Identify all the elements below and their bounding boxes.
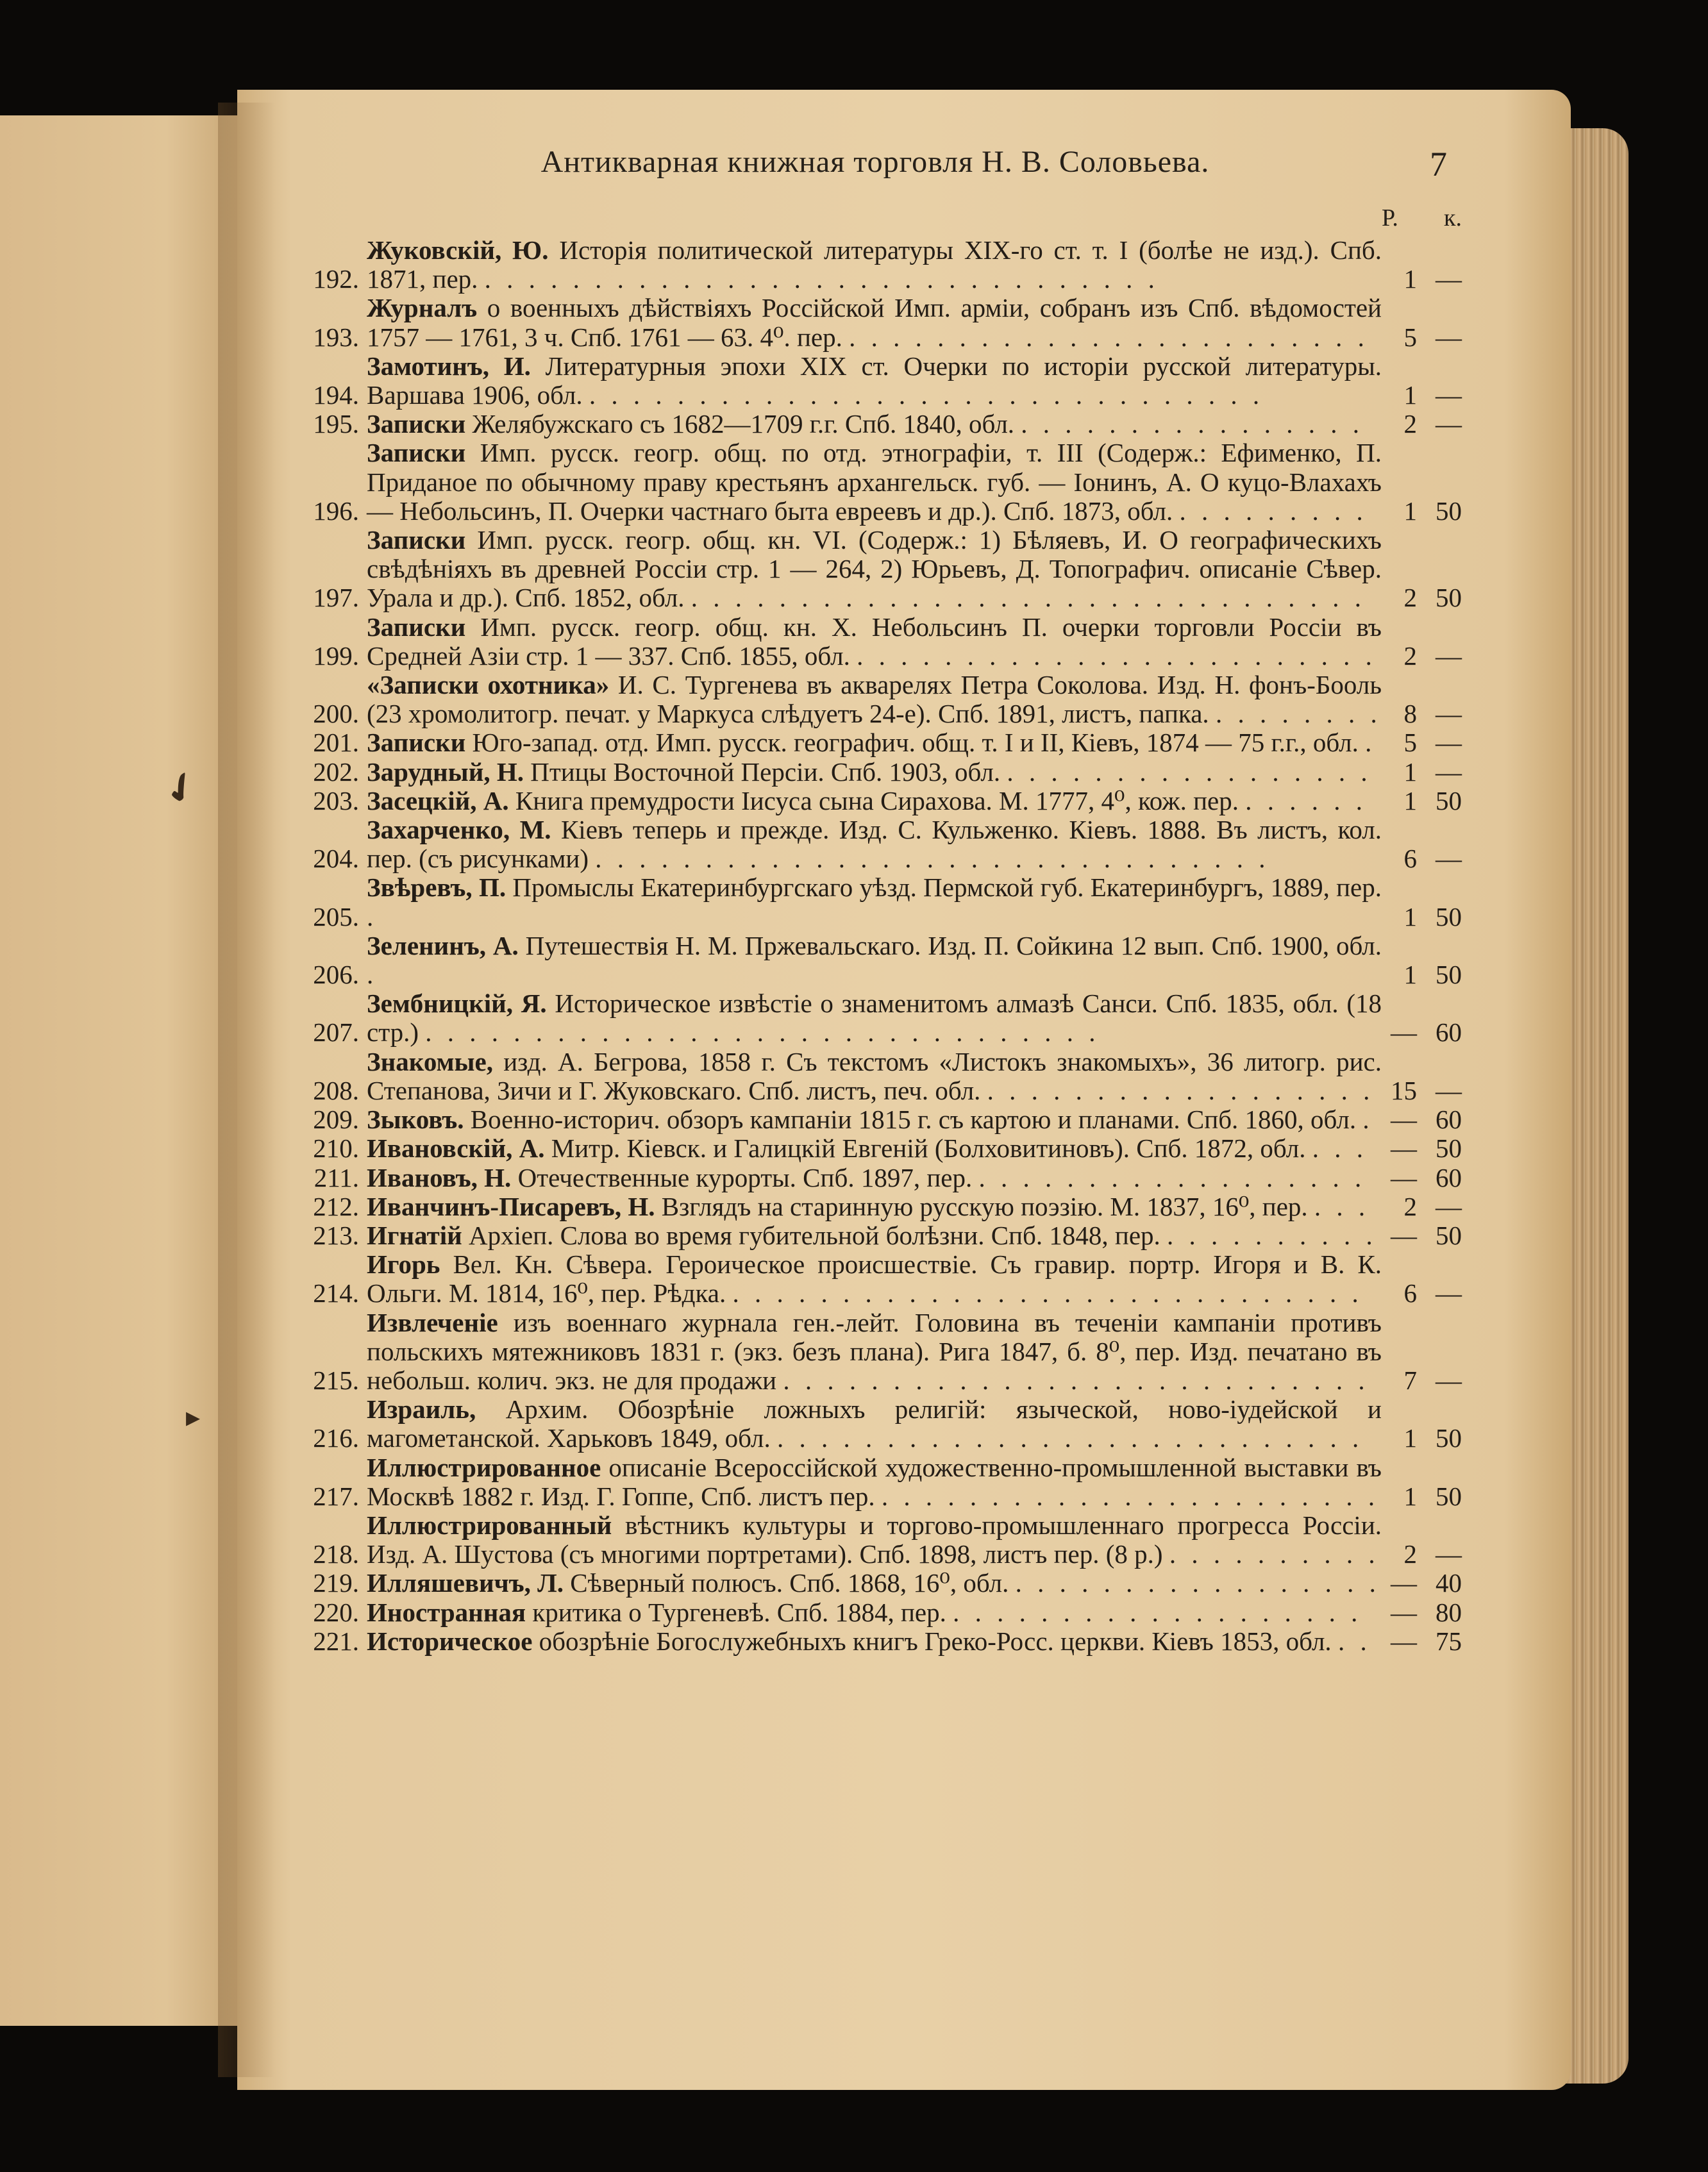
entry-price <box>1382 265 1462 294</box>
price-rubles: — <box>1391 1162 1417 1192</box>
entry-description <box>367 352 1382 410</box>
entry-author: Ивановъ, Н. <box>367 1162 512 1192</box>
entry-author: Иллюстрированное <box>367 1452 601 1482</box>
left-page <box>0 115 237 2026</box>
entry-title: критика о Тургеневѣ. Спб. 1884, пер. <box>532 1597 946 1627</box>
entry-author: Илляшевичъ, Л. <box>367 1568 564 1598</box>
price-rubles: — <box>1391 1597 1417 1627</box>
leader-dots: . . . . . . . . . . . . . . . . . . . . . . . . . . . . . . . <box>484 264 1159 294</box>
entry-description <box>367 989 1382 1047</box>
entry-title: изъ военнаго журнала ген.-лейт. Головина въ теченіи кампаніи противъ польскихъ мятежниковъ 1831 г. (экз. безъ плана). Рига 1847, б. 8⁰, пер. Изд. печатано въ небольш. колич. экз. не для продажи <box>367 1307 1382 1395</box>
catalog-entries <box>295 236 1462 1656</box>
entry-description <box>367 1511 1382 1569</box>
price-kopecks: 50 <box>1436 1481 1462 1511</box>
entry-title: Литературныя эпохи XIX ст. Очерки по исторіи русской литературы. Варшава 1906, обл. <box>367 351 1382 410</box>
price-kopecks: — <box>1436 409 1462 439</box>
price-kopecks: 50 <box>1436 1423 1462 1453</box>
leader-dots: . . . . . . . . . . . . . . . . . <box>1015 1568 1380 1598</box>
entry-description <box>367 1598 1382 1627</box>
leader-dots: . . . . . . . . . . . . . . . . <box>1021 409 1364 439</box>
entry-price <box>1382 1366 1462 1395</box>
price-kopecks: — <box>1436 640 1462 671</box>
entry-number: 195. <box>313 409 359 439</box>
catalog-entry <box>295 787 1462 815</box>
entry-description <box>367 410 1382 439</box>
entry-description <box>367 1308 1382 1396</box>
entry-price <box>1382 960 1462 989</box>
entry-title: Архіеп. Слова во время губительной болѣзни. Спб. 1848, пер. <box>468 1220 1160 1250</box>
price-kopecks: — <box>1436 322 1462 352</box>
spine-shadow <box>218 103 276 2077</box>
running-header: Антикварная книжная торговля Н. В. Соловьева. <box>540 145 1210 179</box>
entry-title: Отечественные курорты. Спб. 1897, пер. <box>517 1162 973 1192</box>
price-rubles: 1 <box>1403 380 1417 410</box>
price-column-header <box>1382 204 1462 232</box>
catalog-entry <box>295 1453 1462 1511</box>
entry-price <box>1382 1105 1462 1134</box>
entry-price <box>1382 583 1462 612</box>
entry-number: 209. <box>313 1105 359 1135</box>
catalog-entry <box>295 294 1462 351</box>
catalog-entry <box>295 1048 1462 1105</box>
catalog-entry <box>295 1105 1462 1134</box>
entry-description <box>367 1569 1382 1598</box>
catalog-entry <box>295 728 1462 757</box>
entry-number: 202. <box>313 756 359 787</box>
entry-description <box>367 671 1382 728</box>
entry-number: 196. <box>313 496 359 526</box>
entry-price <box>1382 1018 1462 1047</box>
entry-description <box>367 1221 1382 1250</box>
price-kopecks: 60 <box>1436 1162 1462 1192</box>
entry-price <box>1382 758 1462 787</box>
catalog-entry <box>295 410 1462 439</box>
entry-description <box>367 728 1382 757</box>
rubles-column-label: Р. <box>1382 205 1398 231</box>
entry-author: Зембницкій, Я. <box>367 989 547 1019</box>
entry-price <box>1382 323 1462 352</box>
leader-dots: . . . . . . . . . . . . . . . . . . . . . . . . . . . . . . . <box>691 583 1366 613</box>
leader-dots: . . . . . . . . . . . . . . . . . . . . . . . <box>881 1481 1380 1511</box>
entry-title: Имп. русск. геогр. общ. по отд. этнографіи, т. III (Содерж.: Ефименко, П. Приданое по обычному праву крестьянъ архангельск. губ. — Іонинъ, А. О куцо-Влахахъ — Небольсинъ, П. Очерки частнаго быта евреевъ и др.). Спб. 1873, обл. <box>367 438 1382 526</box>
entry-description <box>367 931 1382 989</box>
catalog-entry <box>295 526 1462 613</box>
price-kopecks: 60 <box>1436 1105 1462 1135</box>
price-rubles: 1 <box>1403 756 1417 787</box>
entry-description <box>367 815 1382 873</box>
entry-author: Зарудный, Н. <box>367 756 524 787</box>
price-rubles: 2 <box>1403 1539 1417 1569</box>
entry-price <box>1382 787 1462 815</box>
entry-title: Архим. Обозрѣніе ложныхъ религій: языческой, ново-іудейской и магометанской. Харьковъ 1849, обл. <box>367 1394 1382 1453</box>
entry-number: 212. <box>313 1191 359 1221</box>
entry-title: Юго-запад. отд. Имп. русск. географич. общ. т. I и II, Кіевъ, 1874 — 75 г.г., обл. <box>472 728 1359 758</box>
price-rubles: 1 <box>1403 264 1417 294</box>
price-kopecks: — <box>1436 844 1462 874</box>
entry-number: 213. <box>313 1220 359 1250</box>
entry-number: 207. <box>313 1017 359 1048</box>
entry-number: 192. <box>313 264 359 294</box>
price-rubles: — <box>1391 1568 1417 1598</box>
price-kopecks: 50 <box>1436 785 1462 815</box>
leader-dots: . . . . . . . . . . . . . . . . . <box>1007 756 1372 787</box>
entry-title: Имп. русск. геогр. общ. кн. X. Небольсинъ П. очерки торговли Россіи въ Средней Азіи стр. 1 — 337. Спб. 1855, обл. <box>367 612 1382 671</box>
entry-author: Жуковскій, Ю. <box>367 235 549 265</box>
entry-price <box>1382 1598 1462 1627</box>
entry-price <box>1382 728 1462 757</box>
leader-dots: . . . . . . . . . . <box>1167 1220 1377 1250</box>
leader-dots: . . . . . . . . . . . . . . . . . . <box>987 1075 1375 1105</box>
entry-author: Историческое <box>367 1626 533 1656</box>
entry-description <box>367 1192 1382 1221</box>
price-rubles: 1 <box>1403 496 1417 526</box>
entry-description <box>367 1105 1382 1134</box>
entry-author: Израиль, <box>367 1394 476 1424</box>
pencil-dot-mark: ▸ <box>186 1401 201 1433</box>
price-rubles: 2 <box>1403 1191 1417 1221</box>
leader-dots: . . . . . . . . . . . . . . . . . . . . . . . . <box>857 640 1377 671</box>
entry-title: изд. А. Бегрова, 1858 г. Съ текстомъ «Листокъ знакомыхъ», 36 литогр. рис. Степанова, Зичи и Г. Жуковскаго. Спб. листъ, печ. обл. <box>367 1046 1382 1105</box>
catalog-entry <box>295 1627 1462 1656</box>
price-kopecks: — <box>1436 1191 1462 1221</box>
entry-price <box>1382 410 1462 439</box>
entry-number: 203. <box>313 785 359 815</box>
entry-author: Иллюстрированный <box>367 1510 612 1540</box>
entry-author: Знакомые, <box>367 1046 493 1076</box>
entry-price <box>1382 1076 1462 1105</box>
leader-dots: . . . . . . . . <box>1215 699 1382 729</box>
price-rubles: 1 <box>1403 960 1417 990</box>
entry-author: Записки <box>367 525 466 555</box>
price-rubles: 7 <box>1403 1365 1417 1395</box>
entry-title: Вел. Кн. Сѣвера. Героическое происшествіе. Съ гравир. портр. Игоря и В. К. Ольги. М. 1814, 16⁰, пер. Рѣдка. <box>367 1249 1382 1308</box>
leader-dots: . . . . . . . . . . . . . . . . . . . . . . . . . . . . . . . <box>595 844 1270 874</box>
entry-price <box>1382 844 1462 873</box>
price-rubles: 15 <box>1391 1075 1417 1105</box>
price-rubles: 1 <box>1403 1423 1417 1453</box>
price-rubles: 6 <box>1403 844 1417 874</box>
entry-price <box>1382 1221 1462 1250</box>
entry-title: Сѣверный полюсъ. Спб. 1868, 16⁰, обл. <box>570 1568 1009 1598</box>
entry-number: 220. <box>313 1597 359 1627</box>
catalog-entry <box>295 1164 1462 1192</box>
leader-dots: . . . . . . . . . . . . . . . . . . . <box>953 1597 1362 1627</box>
entry-title: описаніе Всероссійской художественно-промышленной выставки въ Москвѣ 1882 г. Изд. Г. Гоппе, Спб. листъ пер. <box>367 1452 1382 1511</box>
price-kopecks: 50 <box>1436 1133 1462 1164</box>
entry-title: Историческое извѣстіе о знаменитомъ алмазѣ Санси. Спб. 1835, обл. (18 стр.) <box>367 989 1382 1048</box>
price-kopecks: 50 <box>1436 1220 1462 1250</box>
entry-number: 215. <box>313 1365 359 1395</box>
price-kopecks: — <box>1436 1278 1462 1308</box>
entry-price <box>1382 1164 1462 1192</box>
entry-description <box>367 1627 1382 1656</box>
catalog-entry <box>295 1308 1462 1396</box>
catalog-entry <box>295 1511 1462 1569</box>
entry-number: 219. <box>313 1568 359 1598</box>
entry-price <box>1382 497 1462 526</box>
price-kopecks: — <box>1436 380 1462 410</box>
entry-number: 204. <box>313 844 359 874</box>
entry-number: 201. <box>313 728 359 758</box>
entry-price <box>1382 1627 1462 1656</box>
entry-author: Извлеченіе <box>367 1307 498 1337</box>
catalog-entry <box>295 1221 1462 1250</box>
leader-dots: . . . . . . . . . . . . . . . . . . <box>978 1162 1366 1192</box>
price-kopecks: — <box>1436 728 1462 758</box>
entry-price <box>1382 1279 1462 1308</box>
entry-title: Кіевъ теперь и прежде. Изд. С. Кульженко. Кіевъ. 1888. Въ листъ, кол. пер. (съ рисунками) <box>367 815 1382 874</box>
entry-price <box>1382 1540 1462 1569</box>
entry-number: 211. <box>314 1162 359 1192</box>
entry-description <box>367 613 1382 671</box>
price-kopecks: 50 <box>1436 960 1462 990</box>
catalog-entry <box>295 873 1462 931</box>
entry-number: 210. <box>313 1133 359 1164</box>
catalog-entry <box>295 352 1462 410</box>
catalog-entry <box>295 1134 1462 1163</box>
entry-price <box>1382 1134 1462 1163</box>
price-kopecks: — <box>1436 264 1462 294</box>
price-rubles: 8 <box>1403 699 1417 729</box>
entry-author: Зеленинъ, А. <box>367 930 519 960</box>
entry-author: Игорь <box>367 1249 440 1280</box>
entry-title: И. С. Тургенева въ акварелях Петра Соколова. Изд. Н. фонъ-Бооль (23 хромолитогр. печат. у Маркуса слѣдуетъ 24-е). Спб. 1891, листъ, папка. <box>367 670 1382 729</box>
price-kopecks: — <box>1436 699 1462 729</box>
catalog-entry <box>295 439 1462 526</box>
entry-author: Иностранная <box>367 1597 526 1627</box>
entry-price <box>1382 381 1462 410</box>
entry-number: 221. <box>313 1626 359 1656</box>
leader-dots: . . . . . . . . . . . . . . . . . . . . . . . . <box>849 322 1369 352</box>
pencil-tick-mark: ✔ <box>156 762 207 815</box>
catalog-entry <box>295 671 1462 728</box>
entry-author: Записки <box>367 612 466 642</box>
price-rubles: — <box>1391 1220 1417 1250</box>
catalog-entry <box>295 1192 1462 1221</box>
entry-price <box>1382 903 1462 931</box>
entry-price <box>1382 642 1462 671</box>
entry-description <box>367 439 1382 526</box>
entry-author: Захарченко, М. <box>367 815 551 845</box>
entry-description <box>367 1134 1382 1163</box>
entry-description <box>367 294 1382 351</box>
leader-dots: . . . . . . . . . . . . . . . . . . . . . . . . . . . . . . . <box>425 1017 1100 1048</box>
price-rubles: 2 <box>1403 583 1417 613</box>
entry-number: 199. <box>313 640 359 671</box>
entry-author: Игнатій <box>367 1220 462 1250</box>
entry-description <box>367 1250 1382 1308</box>
leader-dots: . <box>367 901 378 931</box>
entry-title: Птицы Восточной Персіи. Спб. 1903, обл. <box>530 756 1001 787</box>
leader-dots: . . . . . . . . . . . . . . . . . . . . . . . . . . . . . . . <box>589 380 1264 410</box>
entry-title: Исторія политической литературы XIX-го ст. т. I (болѣе не изд.). Спб. 1871, пер. <box>367 235 1382 294</box>
leader-dots: . . . . . . . . . . . . . . . . . . . . . . . . . . . . . <box>732 1278 1363 1308</box>
price-kopecks: — <box>1436 756 1462 787</box>
entry-author: Звѣревъ, П. <box>367 873 507 903</box>
entry-title: Желябужскаго съ 1682—1709 г.г. Спб. 1840, обл. <box>472 409 1015 439</box>
catalog-entry <box>295 815 1462 873</box>
leader-dots: . <box>1362 1105 1374 1135</box>
entry-number: 214. <box>313 1278 359 1308</box>
entry-title: Митр. Кіевск. и Галицкій Евгеній (Болховитиновъ). Спб. 1872, обл. <box>551 1133 1306 1164</box>
page-number: 7 <box>1430 145 1447 183</box>
entry-title: обозрѣніе Богослужебныхъ книгъ Греко-Росс. церкви. Кіевъ 1853, обл. <box>539 1626 1332 1656</box>
price-kopecks: 60 <box>1436 1017 1462 1048</box>
entry-title: Взглядъ на старинную русскую поэзію. М. 1837, 16⁰, пер. <box>661 1191 1308 1221</box>
catalog-entry <box>295 236 1462 294</box>
price-kopecks: 50 <box>1436 496 1462 526</box>
catalog-entry <box>295 613 1462 671</box>
entry-author: Замотинъ, И. <box>367 351 531 381</box>
leader-dots: . . . <box>1312 1133 1368 1164</box>
entry-title: Путешествія Н. М. Пржевальскаго. Изд. П. Сойкина 12 вып. Спб. 1900, обл. <box>525 930 1382 960</box>
price-rubles: — <box>1391 1017 1417 1048</box>
price-kopecks: 40 <box>1436 1568 1462 1598</box>
leader-dots: . . <box>1337 1626 1371 1656</box>
price-kopecks: — <box>1436 1365 1462 1395</box>
leader-dots: . <box>367 960 378 990</box>
entry-title: Промыслы Екатеринбургскаго уѣзд. Пермской губ. Екатеринбургъ, 1889, пер. <box>512 873 1382 903</box>
entry-price <box>1382 1569 1462 1598</box>
entry-author: Записки <box>367 409 466 439</box>
entry-price <box>1382 1192 1462 1221</box>
entry-author: Ивановскій, А. <box>367 1133 545 1164</box>
leader-dots: . . . . . . . . . . . . . . . . . . . . . . . . . . . <box>783 1365 1369 1395</box>
leader-dots: . . . . . . . . . . . . . . . . . . . . . . . . . . . <box>776 1423 1364 1453</box>
catalog-entry <box>295 1569 1462 1598</box>
price-kopecks: 50 <box>1436 901 1462 931</box>
entry-number: 194. <box>313 380 359 410</box>
entry-number: 218. <box>313 1539 359 1569</box>
entry-number: 217. <box>313 1481 359 1511</box>
price-kopecks: 80 <box>1436 1597 1462 1627</box>
entry-author: Журналъ <box>367 293 478 323</box>
entry-description <box>367 1395 1382 1453</box>
price-rubles: 1 <box>1403 901 1417 931</box>
entry-number: 197. <box>313 583 359 613</box>
entry-author: Иванчинъ-Писаревъ, Н. <box>367 1191 655 1221</box>
price-rubles: 2 <box>1403 409 1417 439</box>
entry-description <box>367 758 1382 787</box>
leader-dots: . . . . . . <box>1245 785 1367 815</box>
price-rubles: 6 <box>1403 1278 1417 1308</box>
entry-author: Засецкій, А. <box>367 785 509 815</box>
entry-description <box>367 1164 1382 1192</box>
entry-price <box>1382 1482 1462 1511</box>
price-rubles: 5 <box>1403 728 1417 758</box>
catalog-entry <box>295 1250 1462 1308</box>
entry-title: Книга премудрости Іисуса сына Сирахова. М. 1777, 4⁰, кож. пер. <box>515 785 1239 815</box>
entry-description <box>367 1453 1382 1511</box>
price-rubles: — <box>1391 1105 1417 1135</box>
entry-title: вѣстникъ культуры и торгово-промышленнаго прогресса Россіи. Изд. А. Шустова (съ многими портретами). Спб. 1898, листъ пер. (8 р.) <box>367 1510 1382 1569</box>
price-rubles: — <box>1391 1133 1417 1164</box>
price-kopecks: — <box>1436 1075 1462 1105</box>
entry-title: Военно-историч. обзоръ кампаніи 1815 г. съ картою и планами. Спб. 1860, обл. <box>470 1105 1357 1135</box>
entry-title: о военныхъ дѣйствіяхъ Россійской Имп. арміи, собранъ изъ Спб. вѣдомостей 1757 — 1761, 3 ч. Спб. 1761 — 63. 4⁰. пер. <box>367 293 1382 352</box>
entry-number: 216. <box>313 1423 359 1453</box>
price-kopecks: 50 <box>1436 583 1462 613</box>
entry-number: 193. <box>313 322 359 352</box>
entry-description <box>367 1048 1382 1105</box>
catalog-entry <box>295 1395 1462 1453</box>
price-kopecks: — <box>1436 1539 1462 1569</box>
price-rubles: — <box>1391 1626 1417 1656</box>
entry-number: 206. <box>313 960 359 990</box>
entry-number: 208. <box>313 1075 359 1105</box>
price-rubles: 5 <box>1403 322 1417 352</box>
entry-number: 205. <box>313 901 359 931</box>
entry-author: Зыковъ. <box>367 1105 464 1135</box>
entry-price <box>1382 699 1462 728</box>
price-rubles: 2 <box>1403 640 1417 671</box>
catalog-entry <box>295 1598 1462 1627</box>
price-kopecks: 75 <box>1436 1626 1462 1656</box>
entry-author: Записки <box>367 728 466 758</box>
leader-dots: . . . . . . . . . . <box>1169 1539 1380 1569</box>
entry-author: «Записки охотника» <box>367 670 610 700</box>
entry-number: 200. <box>313 699 359 729</box>
catalog-entry <box>295 989 1462 1047</box>
entry-price <box>1382 1424 1462 1453</box>
price-rubles: 1 <box>1403 785 1417 815</box>
catalog-entry <box>295 931 1462 989</box>
catalog-entry <box>295 758 1462 787</box>
entry-description <box>367 526 1382 613</box>
leader-dots: . . . <box>1314 1191 1370 1221</box>
entry-author: Записки <box>367 438 466 468</box>
entry-description <box>367 236 1382 294</box>
entry-description <box>367 787 1382 815</box>
price-rubles: 1 <box>1403 1481 1417 1511</box>
entry-description <box>367 873 1382 931</box>
leader-dots: . <box>1365 728 1377 758</box>
leader-dots: . . . . . . . . . <box>1179 496 1368 526</box>
entry-title: Имп. русск. геогр. общ. кн. VI. (Содерж.: 1) Бѣляевъ, И. О географическихъ свѣдѣніяхъ въ древней Россіи стр. 1 — 264, 2) Юрьевъ, Д. Топографич. описаніе Сѣвер. Урала и др.). Спб. 1852, обл. <box>367 525 1382 613</box>
kopecks-column-label: к. <box>1444 205 1462 231</box>
